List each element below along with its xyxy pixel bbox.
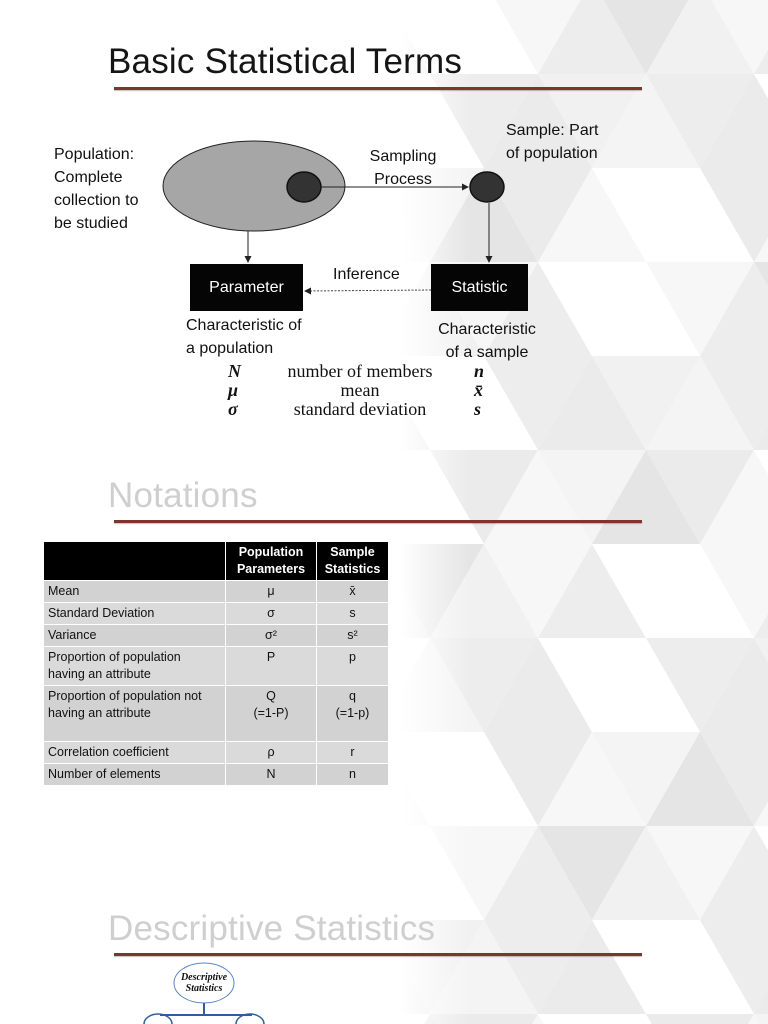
tree-root-label-line: Descriptive (180, 972, 228, 983)
section3-title: Descriptive Statistics (108, 909, 436, 948)
section1-title: Basic Statistical Terms (108, 42, 463, 81)
symbol-row (228, 399, 508, 418)
row-label-line: having an attribute (48, 667, 151, 681)
table-header-row (44, 542, 389, 581)
sampling-label-line: Sampling (369, 148, 437, 165)
population-symbol: N (228, 361, 241, 381)
sample-symbol: n (474, 361, 485, 381)
population-label (54, 143, 139, 235)
sample-symbol: x̄ (474, 380, 483, 400)
statistic-caption (428, 318, 546, 364)
symbol-description: mean (340, 380, 380, 400)
row-label-line: Proportion of population not (48, 689, 202, 703)
population-symbol: μ (228, 380, 239, 400)
cell-line: (=1-p) (335, 706, 370, 720)
section2-title: Notations (108, 476, 258, 515)
table-row (44, 581, 389, 603)
row-label (44, 686, 226, 742)
header-sample-statistics (317, 542, 389, 581)
symbol-row (228, 361, 508, 380)
row-label-line: having an attribute (48, 706, 151, 720)
inference-label: Inference (333, 266, 400, 283)
sample-cell: x̄ (317, 581, 389, 603)
header-line: Sample (330, 545, 375, 559)
population-cell: μ (226, 581, 317, 603)
table-row (44, 625, 389, 647)
parameter-box: Parameter (190, 264, 303, 311)
population-cell: P (226, 647, 317, 686)
population-label-line: Population: (54, 146, 135, 163)
symbol-description: standard deviation (293, 399, 427, 419)
table-row (44, 686, 389, 742)
cell-line: q (349, 689, 356, 703)
population-cell: ρ (226, 742, 317, 764)
notations-table-wrapper (43, 541, 389, 786)
section2-title-rule (114, 520, 642, 523)
sample-label-line: Sample: Part (506, 122, 599, 139)
table-row (44, 647, 389, 686)
tree-root-label-line: Statistics (185, 983, 223, 994)
table-row (44, 603, 389, 625)
population-label-line: Complete (54, 169, 123, 186)
row-label: Mean (44, 581, 226, 603)
sampling-label-line: Process (374, 171, 432, 188)
population-cell: N (226, 764, 317, 786)
cell-line: Q (266, 689, 276, 703)
sample-cell: r (317, 742, 389, 764)
population-cell (226, 686, 317, 742)
symbol-list (228, 361, 508, 418)
header-line: Population (238, 545, 304, 559)
table-row (44, 742, 389, 764)
header-line: Parameters (236, 562, 306, 576)
symbol-description: number of members (287, 361, 433, 381)
row-label (44, 647, 226, 686)
statistic-box: Statistic (431, 264, 528, 311)
notations-table (43, 541, 389, 786)
background-triangle (538, 1014, 646, 1024)
cell-line: (=1-P) (253, 706, 289, 720)
sample-cell: s (317, 603, 389, 625)
sample-dot (470, 172, 504, 202)
row-label-line: Proportion of population (48, 650, 181, 664)
sampling-process-label (362, 145, 444, 191)
population-symbol: σ (228, 399, 238, 419)
sample-label-line: of population (506, 145, 598, 162)
population-cell: σ² (226, 625, 317, 647)
population-label-line: be studied (54, 215, 128, 232)
tree-root-label (168, 972, 240, 994)
inference-arrow (305, 290, 431, 291)
sample-symbol: s (474, 399, 482, 419)
header-population-parameters (226, 542, 317, 581)
sample-cell: n (317, 764, 389, 786)
parameter-caption-line: a population (186, 340, 274, 357)
header-empty (44, 542, 226, 581)
population-label-line: collection to (54, 192, 139, 209)
header-line: Statistics (324, 562, 381, 576)
parameter-caption-line: Characteristic of (186, 317, 302, 334)
sample-label (506, 119, 598, 165)
section3-title-rule (114, 953, 642, 956)
symbol-row (228, 380, 508, 399)
population-sample-dot (287, 172, 321, 202)
row-label: Variance (44, 625, 226, 647)
background-triangle (646, 1014, 754, 1024)
sample-cell (317, 686, 389, 742)
statistic-caption-line: of a sample (445, 344, 529, 361)
row-label: Standard Deviation (44, 603, 226, 625)
statistic-caption-line: Characteristic (438, 321, 536, 338)
population-cell: σ (226, 603, 317, 625)
row-label: Correlation coefficient (44, 742, 226, 764)
sample-cell: p (317, 647, 389, 686)
sample-cell: s² (317, 625, 389, 647)
row-label: Number of elements (44, 764, 226, 786)
table-row (44, 764, 389, 786)
parameter-caption (186, 314, 302, 360)
